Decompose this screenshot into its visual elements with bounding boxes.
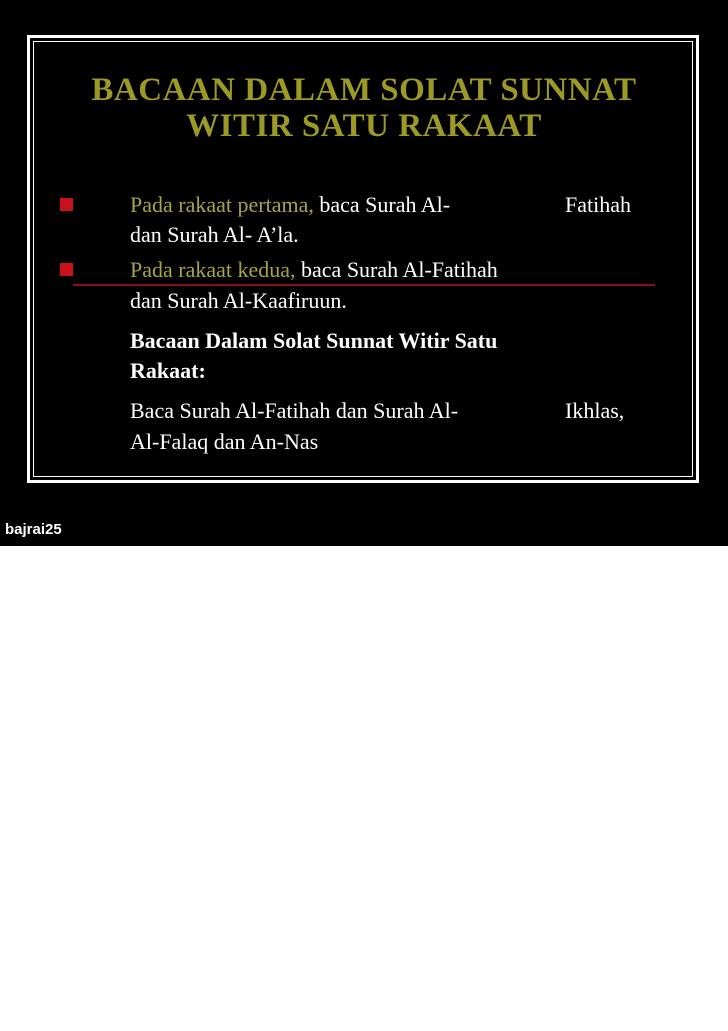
section-heading-line2: Rakaat: (130, 358, 206, 383)
paragraph-line1: Baca Surah Al-Fatihah dan Surah Al- (130, 398, 459, 423)
bullet-square-icon (60, 198, 73, 211)
paragraph-line2: Al-Falaq dan An-Nas (130, 429, 319, 454)
slide-title-line1: BACAAN DALAM SOLAT SUNNAT (91, 72, 637, 108)
watermark-text: bajrai25 (5, 521, 62, 538)
item2-rest: baca Surah Al-Fatihah (295, 257, 498, 282)
item1-line2: dan Surah Al- A’la. (130, 222, 299, 247)
item2-line1 (130, 255, 498, 285)
section-heading-line1: Bacaan Dalam Solat Sunnat Witir Satu (130, 328, 498, 353)
item2-line2: dan Surah Al-Kaafiruun. (130, 288, 347, 313)
item1-tail: Fatihah (565, 192, 631, 217)
bullet-square-icon (60, 263, 73, 276)
slide-title (40, 72, 688, 144)
item2-lead: Pada rakaat kedua, (130, 257, 296, 282)
paragraph-tail: Ikhlas, (565, 398, 625, 423)
item1-lead: Pada rakaat pertama, (130, 192, 314, 217)
item1-rest: baca Surah Al- (313, 192, 451, 217)
item1-line1 (130, 190, 450, 220)
slide-title-line2: WITIR SATU RAKAAT (186, 108, 542, 144)
